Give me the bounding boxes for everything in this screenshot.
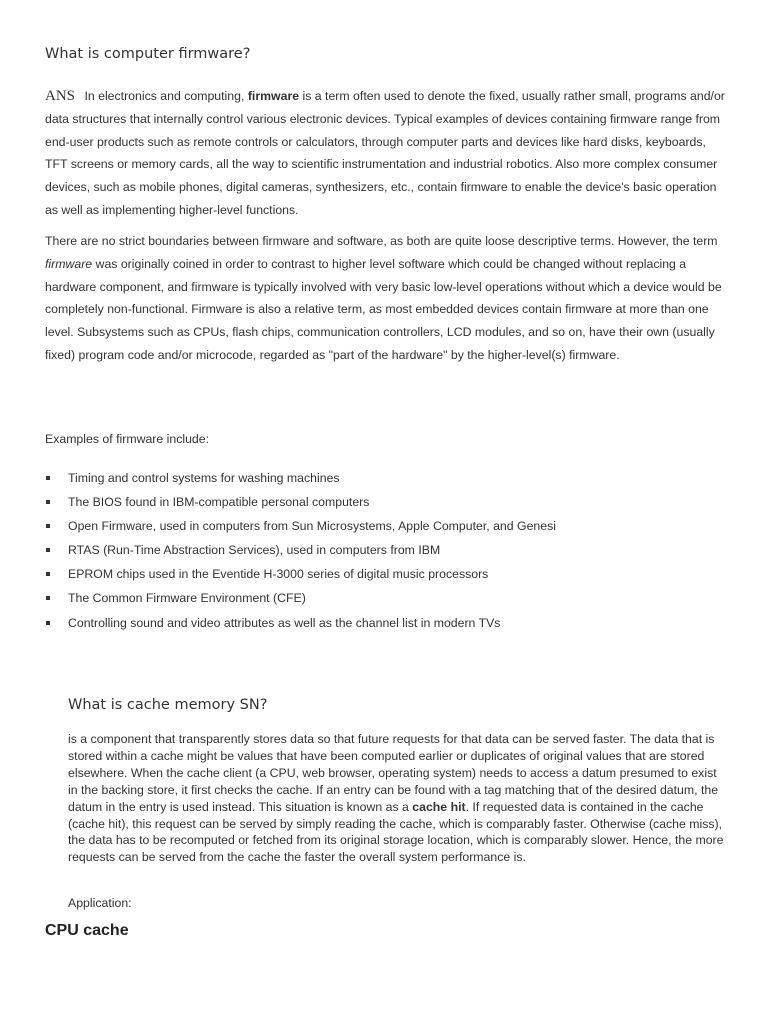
list-item-text: Open Firmware, used in computers from Sun Microsystems, Apple Computer, and Genesi	[68, 519, 556, 534]
list-item	[45, 517, 735, 541]
application-label: Application:	[68, 896, 132, 910]
p3-after: . If requested data is contained in the cache (cache hit), this request can be served by simply reading the cache, which is comparably faster. Otherwise (cache miss), the data has to be recomputed or fetched from its original storage location, which is comparably slower. Hence, the more requests can be served from the cache the faster the overall system performance is.	[68, 799, 724, 865]
bullet-icon	[46, 500, 50, 504]
bullet-icon	[46, 524, 50, 528]
ans-label: ANS	[45, 88, 76, 104]
cpu-cache-heading: CPU cache	[45, 922, 129, 939]
bullet-icon	[46, 621, 50, 625]
p1-term-firmware: firmware	[247, 89, 300, 103]
list-item-text: The BIOS found in IBM-compatible personal computers	[68, 495, 370, 510]
p3-before: is a component that transparently stores data so that future requests for that data can be served faster. The data that is stored within a cache might be values that have been computed earlier or duplicates of original values that are stored elsewhere. When the cache client (a CPU, web browser, operating system) needs to access a datum presumed to exist in the backing store, it first checks the cache. If an entry can be found with a tag matching that of the desired datum, the datum in the entry is used instead. This situation is known as a	[68, 732, 719, 814]
bullet-icon	[46, 596, 50, 600]
p1-before: In electronics and computing,	[84, 89, 248, 103]
list-item-text: Controlling sound and video attributes as well as the channel list in modern TVs	[68, 615, 501, 630]
list-item	[45, 541, 735, 565]
bullet-icon	[46, 572, 50, 576]
list-item-text: EPROM chips used in the Eventide H-3000 series of digital music processors	[68, 567, 489, 582]
list-item-text: RTAS (Run-Time Abstraction Services), used in computers from IBM	[68, 543, 441, 558]
p1-after: is a term often used to denote the fixed, usually rather small, programs and/or data structures that internally control various electronic devices. Typical examples of devices containing firmware range from end-user products such as remote controls or calculators, through computer parts and devices like hard disks, keyboards, TFT screens or memory cards, all the way to scientific instrumentation and industrial robotics. Also more complex consumer devices, such as mobile phones, digital cameras, synthesizers, etc., contain firmware to enable the device's basic operation as well as implementing higher-level functions.	[45, 89, 725, 217]
list-item-text: Timing and control systems for washing machines	[68, 471, 340, 485]
firmware-paragraph-2	[45, 230, 725, 367]
list-item	[45, 469, 735, 493]
firmware-heading: What is computer firmware?	[45, 46, 251, 62]
p2-term-firmware: firmware	[45, 256, 93, 271]
p3-term-cache-hit: cache hit	[412, 799, 466, 814]
firmware-paragraph-1	[45, 85, 725, 222]
p2-after: was originally coined in order to contrast to higher level software which could be changed without replacing a hardware component, and firmware is typically involved with very basic low-level operations without which a device would be completely non-functional. Firmware is also a relative term, as most embedded devices contain firmware at more than one level. Subsystems such as CPUs, flash chips, communication controllers, LCD modules, and so on, have their own (usually fixed) program code and/or microcode, regarded as "part of the hardware" by the higher-level(s) firmware.	[45, 256, 722, 362]
cache-heading: What is cache memory SN?	[68, 697, 268, 713]
examples-list	[45, 469, 735, 638]
list-item-text: The Common Firmware Environment (CFE)	[68, 591, 306, 606]
bullet-icon	[46, 476, 50, 480]
list-item	[45, 493, 735, 517]
list-item	[45, 614, 735, 638]
p2-before: There are no strict boundaries between firmware and software, as both are quite loose descriptive terms. However, the term	[45, 234, 718, 248]
cache-paragraph	[68, 731, 728, 866]
examples-intro: Examples of firmware include:	[45, 432, 210, 446]
list-item	[45, 565, 735, 589]
list-item	[45, 589, 735, 613]
bullet-icon	[46, 548, 50, 552]
